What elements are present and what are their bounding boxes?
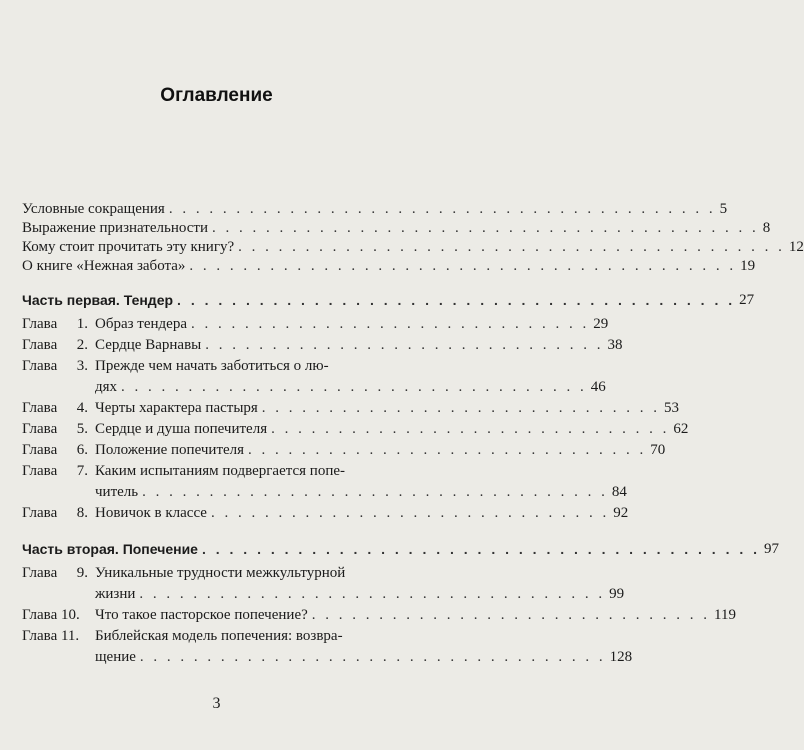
chapter-page: 92: [613, 505, 629, 521]
chapter-title-continuation[interactable]: [95, 644, 633, 666]
chapter-label: Глава 11.: [22, 628, 80, 644]
chapter-page: 70: [650, 442, 666, 458]
leader-dots: . . . . . . . . . . . . . . . . . . . . . . . . . . . . . .: [271, 421, 670, 437]
chapter-entry[interactable]: [22, 623, 411, 645]
leader-dots: . . . . . . . . . . . . . . . . . . . . . . . . . . . . . . . . . . . . . . . . .: [238, 239, 785, 255]
chapter-label: Глава: [22, 463, 58, 479]
chapter-page: 99: [609, 586, 625, 602]
chapter-entry[interactable]: [22, 602, 736, 624]
chapter-title: Уникальные трудности межкультурной: [95, 565, 346, 581]
leader-dots: . . . . . . . . . . . . . . . . . . . . . . . . . . . . . .: [205, 337, 604, 353]
toc-entry-title: О книге «Нежная забота»: [22, 258, 186, 274]
leader-dots: . . . . . . . . . . . . . . . . . . . . . . . . . . . . . .: [248, 442, 647, 458]
toc-entry-title: Выражение признательности: [22, 220, 208, 236]
leader-dots: . . . . . . . . . . . . . . . . . . . . . . . . . . . . . . . . . . . . . . . . .: [211, 220, 759, 236]
chapter-label: Глава: [22, 316, 58, 332]
toc-entry-page: 8: [762, 220, 771, 236]
part-title: Часть вторая. Попечение: [22, 541, 198, 557]
part-title: Часть первая. Тендер: [22, 292, 174, 308]
part-heading[interactable]: [22, 536, 780, 558]
chapter-entry[interactable]: [22, 560, 411, 582]
chapter-page: 62: [673, 421, 689, 437]
leader-dots: . . . . . . . . . . . . . . . . . . . . . . . . . . . . . .: [191, 316, 590, 332]
leader-dots: . . . . . . . . . . . . . . . . . . . . . . . . . . . . . . . . . . .: [139, 586, 606, 602]
leader-dots: . . . . . . . . . . . . . . . . . . . . . . . . . . . . . . . . . . . . . . . . .: [201, 541, 761, 557]
chapter-page: 29: [593, 316, 609, 332]
chapter-number: 1.: [76, 316, 88, 332]
chapter-label: Глава: [22, 337, 58, 353]
chapter-page: 38: [607, 337, 623, 353]
chapter-page: 46: [590, 379, 606, 395]
chapter-title: Образ тендера: [95, 316, 187, 332]
chapter-title: Положение попечителя: [95, 442, 245, 458]
leader-dots: . . . . . . . . . . . . . . . . . . . . . . . . . . . . . .: [311, 607, 711, 623]
chapter-title: Сердце Варнавы: [95, 337, 202, 353]
chapter-number: 6.: [76, 442, 88, 458]
chapter-title: Сердце и душа попечителя: [95, 421, 268, 437]
chapter-title-cont: дях: [95, 379, 118, 395]
chapter-number: 2.: [76, 337, 88, 353]
chapter-label: Глава: [22, 400, 58, 416]
chapter-label: Глава: [22, 421, 58, 437]
chapter-entry[interactable]: [22, 332, 623, 354]
chapter-number: 3.: [76, 358, 88, 374]
leader-dots: . . . . . . . . . . . . . . . . . . . . . . . . . . . . . . . . . . .: [139, 649, 606, 665]
chapter-entry[interactable]: [22, 395, 680, 417]
chapter-number: 9.: [76, 565, 88, 581]
chapter-number: 7.: [76, 463, 88, 479]
chapter-title-continuation[interactable]: [95, 581, 625, 603]
chapter-title-cont: щение: [95, 649, 136, 665]
chapter-title: Что такое пасторское попечение?: [95, 607, 308, 623]
leader-dots: . . . . . . . . . . . . . . . . . . . . . . . . . . . . . . . . . . . . . . . . .: [189, 258, 737, 274]
chapter-title: Каким испытаниям подвергается попе-: [95, 463, 346, 479]
leader-dots: . . . . . . . . . . . . . . . . . . . . . . . . . . . . . . . . . . .: [121, 379, 587, 395]
chapter-title-cont: жизни: [95, 586, 136, 602]
chapter-title: Новичок в классе: [95, 505, 207, 521]
chapter-number: 5.: [76, 421, 88, 437]
leader-dots: . . . . . . . . . . . . . . . . . . . . . . . . . . . . . . . . . . . . . . . . .: [177, 292, 736, 308]
chapter-entry[interactable]: [22, 437, 666, 459]
chapter-label: Глава: [22, 442, 58, 458]
chapter-title: Черты характера пастыря: [95, 400, 258, 416]
part-page: 97: [764, 541, 780, 557]
page-number: 3: [212, 695, 221, 712]
leader-dots: . . . . . . . . . . . . . . . . . . . . . . . . . . . . . .: [210, 505, 610, 521]
part-page: 27: [739, 292, 755, 308]
part-heading[interactable]: [22, 287, 755, 309]
chapter-entry[interactable]: [22, 311, 609, 333]
chapter-label: Глава: [22, 358, 58, 374]
chapter-page: 128: [609, 649, 633, 665]
chapter-title: Прежде чем начать заботиться о лю-: [95, 358, 329, 374]
chapter-number: 8.: [76, 505, 88, 521]
leader-dots: . . . . . . . . . . . . . . . . . . . . . . . . . . . . . . . . . . .: [142, 484, 608, 500]
chapter-label: Глава: [22, 505, 58, 521]
toc-entry-title: Условные сокращения: [22, 201, 165, 217]
chapter-entry[interactable]: [22, 458, 411, 480]
toc-entry-page: 12: [788, 239, 804, 255]
chapter-entry[interactable]: [22, 500, 629, 522]
chapter-title-continuation[interactable]: [95, 479, 627, 501]
leader-dots: . . . . . . . . . . . . . . . . . . . . . . . . . . . . . .: [261, 400, 661, 416]
chapter-number: 4.: [76, 400, 88, 416]
chapter-label: Глава 10.: [22, 607, 80, 623]
toc-entry-title: Кому стоит прочитать эту книгу?: [22, 239, 235, 255]
toc-entry[interactable]: [22, 253, 756, 275]
chapter-entry[interactable]: [22, 416, 689, 438]
chapter-page: 119: [714, 607, 736, 623]
chapter-page: 53: [664, 400, 680, 416]
chapter-title-cont: читель: [95, 484, 139, 500]
chapter-entry[interactable]: [22, 353, 411, 375]
chapter-title: Библейская модель попечения: возвра-: [95, 628, 343, 644]
leader-dots: . . . . . . . . . . . . . . . . . . . . . . . . . . . . . . . . . . . . . . . . .: [168, 201, 716, 217]
toc-entry-page: 19: [740, 258, 756, 274]
toc-entry-page: 5: [719, 201, 728, 217]
chapter-label: Глава: [22, 565, 58, 581]
chapter-page: 84: [611, 484, 627, 500]
chapter-title-continuation[interactable]: [95, 374, 606, 396]
page-heading: Оглавление: [160, 85, 273, 106]
